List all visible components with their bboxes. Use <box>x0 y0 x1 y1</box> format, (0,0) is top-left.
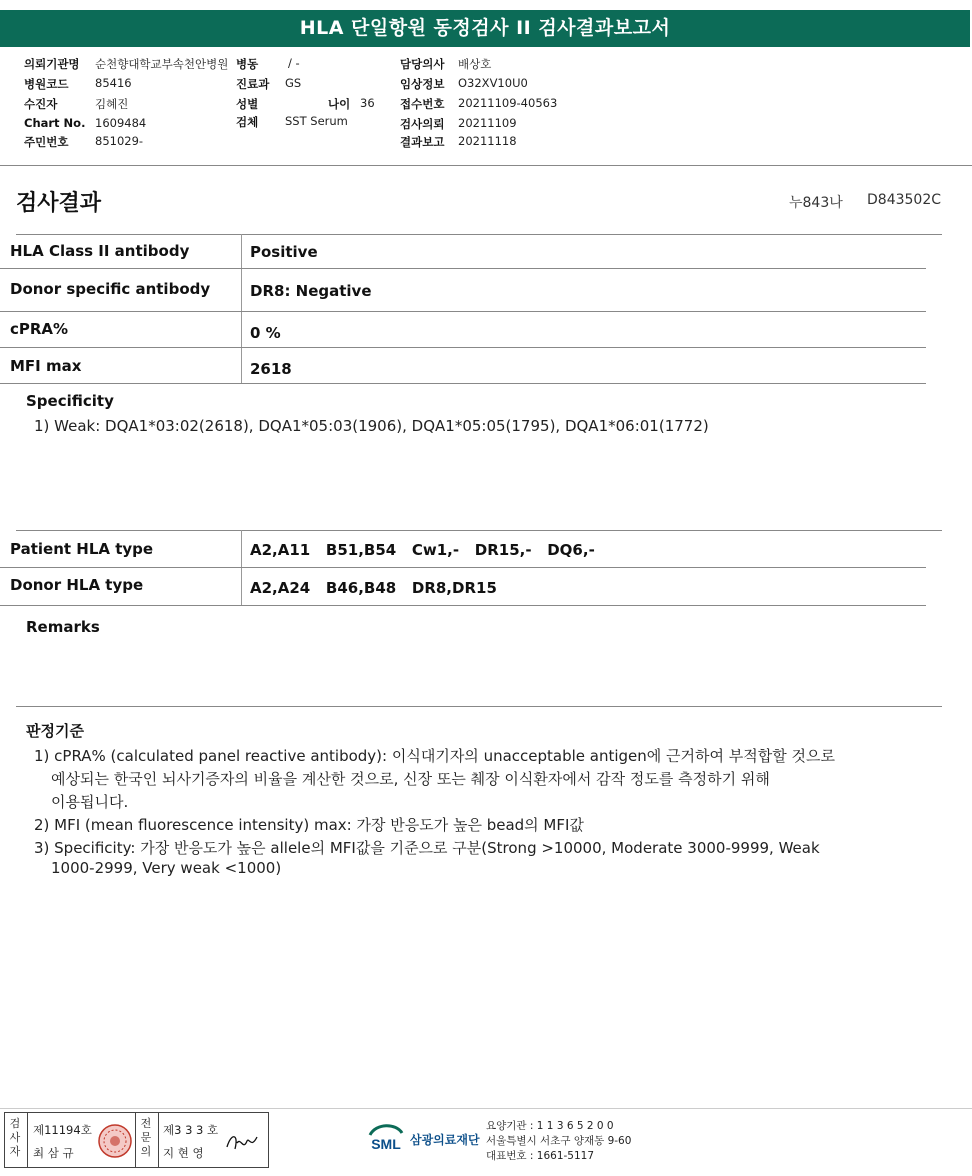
label-report-date: 결과보고 <box>400 135 445 149</box>
column-divider <box>241 348 242 383</box>
section-title: 검사결과 <box>16 191 102 216</box>
result-value: DR8: Negative <box>250 282 372 300</box>
label-ward: 병동 <box>236 57 259 71</box>
result-value: Positive <box>250 243 318 261</box>
result-key: cPRA% <box>10 320 69 338</box>
label-request-date: 검사의뢰 <box>400 117 445 131</box>
tester-vertical-label: 검 사 자 <box>9 1117 21 1158</box>
signature-box <box>4 1112 269 1168</box>
value-resident-no: 851029- <box>95 134 144 148</box>
result-row <box>0 269 926 312</box>
doctor-vertical-label: 전 문 의 <box>140 1117 152 1158</box>
column-divider <box>241 312 242 347</box>
column-divider <box>241 234 242 268</box>
result-value: 2618 <box>250 360 292 378</box>
criteria-line: 2) MFI (mean fluorescence intensity) max: 가장 반응도가 높은 bead의 MFI값 <box>34 816 584 834</box>
value-specimen: SST Serum <box>285 114 348 128</box>
divider <box>27 1113 28 1167</box>
hla-key: Donor HLA type <box>10 576 144 594</box>
sml-logo-icon <box>364 1119 408 1159</box>
address-line: 요양기관 : 1 1 3 6 5 2 0 0 <box>486 1120 614 1132</box>
value-receipt-no: 20211109-40563 <box>458 96 558 110</box>
column-divider <box>241 269 242 311</box>
report-title: HLA 단일항원 동정검사 II 검사결과보고서 <box>0 10 970 47</box>
remarks-label: Remarks <box>26 618 100 636</box>
label-chart-no: Chart No. <box>24 116 86 130</box>
org-name: 삼광의료재단 <box>410 1133 480 1147</box>
label-resident-no: 주민번호 <box>24 135 69 149</box>
criteria-title: 판정기준 <box>26 722 84 740</box>
value-requesting-org: 순천향대학교부속천안병원 <box>95 57 229 71</box>
criteria-line: 3) Specificity: 가장 반응도가 높은 allele의 MFI값을 기준으로 구분(Strong >10000, Moderate 3000-9999, Weak <box>34 839 820 857</box>
label-department: 진료과 <box>236 77 270 91</box>
patient-header <box>0 54 972 166</box>
hla-value: A2,A11 B51,B54 Cw1,- DR15,- DQ6,- <box>250 541 595 559</box>
result-value: 0 % <box>250 324 281 342</box>
value-patient: 김혜진 <box>95 97 129 111</box>
hla-row-donor <box>0 568 926 606</box>
tester-name: 최 삼 규 <box>33 1146 74 1160</box>
label-age: 나이 <box>328 97 351 111</box>
divider <box>158 1113 159 1167</box>
address-line: 서울특별시 서초구 양재동 9-60 <box>486 1135 632 1147</box>
hla-key: Patient HLA type <box>10 540 154 558</box>
criteria-line: 1000-2999, Very weak <1000) <box>51 859 282 877</box>
criteria-line: 이용됩니다. <box>51 793 129 811</box>
label-hospital-code: 병원코드 <box>24 77 69 91</box>
label-receipt-no: 접수번호 <box>400 97 445 111</box>
result-row <box>0 312 926 348</box>
id-code-2: D843502C <box>867 192 941 208</box>
specificity-line: 1) Weak: DQA1*03:02(2618), DQA1*05:03(1906), DQA1*05:05(1795), DQA1*06:01(1772) <box>34 417 709 435</box>
label-sex: 성별 <box>236 97 259 111</box>
value-clinical-info: O32XV10U0 <box>458 76 528 90</box>
value-report-date: 20211118 <box>458 134 517 148</box>
result-row <box>0 348 926 384</box>
label-patient: 수진자 <box>24 97 58 111</box>
result-key: HLA Class II antibody <box>10 242 190 260</box>
criteria-line: 1) cPRA% (calculated panel reactive antibody): 이식대기자의 unacceptable antigen에 근거하여 부적합할 것으로 <box>34 747 835 765</box>
official-seal-icon <box>97 1123 133 1159</box>
column-divider <box>241 568 242 605</box>
value-ward: / - <box>288 56 300 70</box>
label-requesting-org: 의뢰기관명 <box>24 57 80 71</box>
remarks-bottom-border <box>16 706 942 707</box>
doctor-name: 지 현 영 <box>163 1146 204 1160</box>
label-specimen: 검체 <box>236 115 259 129</box>
doctor-license-no: 제3 3 3 호 <box>163 1123 219 1137</box>
label-clinical-info: 임상정보 <box>400 77 445 91</box>
id-code-1: 누843나 <box>789 195 843 211</box>
value-department: GS <box>285 76 302 90</box>
signature-icon <box>223 1129 263 1157</box>
footer <box>0 1108 972 1176</box>
result-key: MFI max <box>10 357 82 375</box>
org-address <box>486 1119 631 1164</box>
address-line: 대표번호 : 1661-5117 <box>486 1150 595 1162</box>
specificity-label: Specificity <box>26 392 114 410</box>
label-physician: 담당의사 <box>400 57 445 71</box>
result-row <box>0 234 926 269</box>
result-key: Donor specific antibody <box>10 280 211 298</box>
hla-row-patient <box>0 530 926 568</box>
value-request-date: 20211109 <box>458 116 517 130</box>
column-divider <box>241 530 242 567</box>
svg-text:SML: SML <box>371 1136 401 1152</box>
criteria-line: 예상되는 한국인 뇌사기증자의 비율을 계산한 것으로, 신장 또는 췌장 이식환자에서 감작 정도를 측정하기 위해 <box>51 770 770 788</box>
value-physician: 배상호 <box>458 57 492 71</box>
hla-value: A2,A24 B46,B48 DR8,DR15 <box>250 579 497 597</box>
value-chart-no: 1609484 <box>95 116 147 130</box>
value-age: 36 <box>360 96 375 110</box>
value-hospital-code: 85416 <box>95 76 132 90</box>
tester-license-no: 제11194호 <box>33 1123 92 1137</box>
